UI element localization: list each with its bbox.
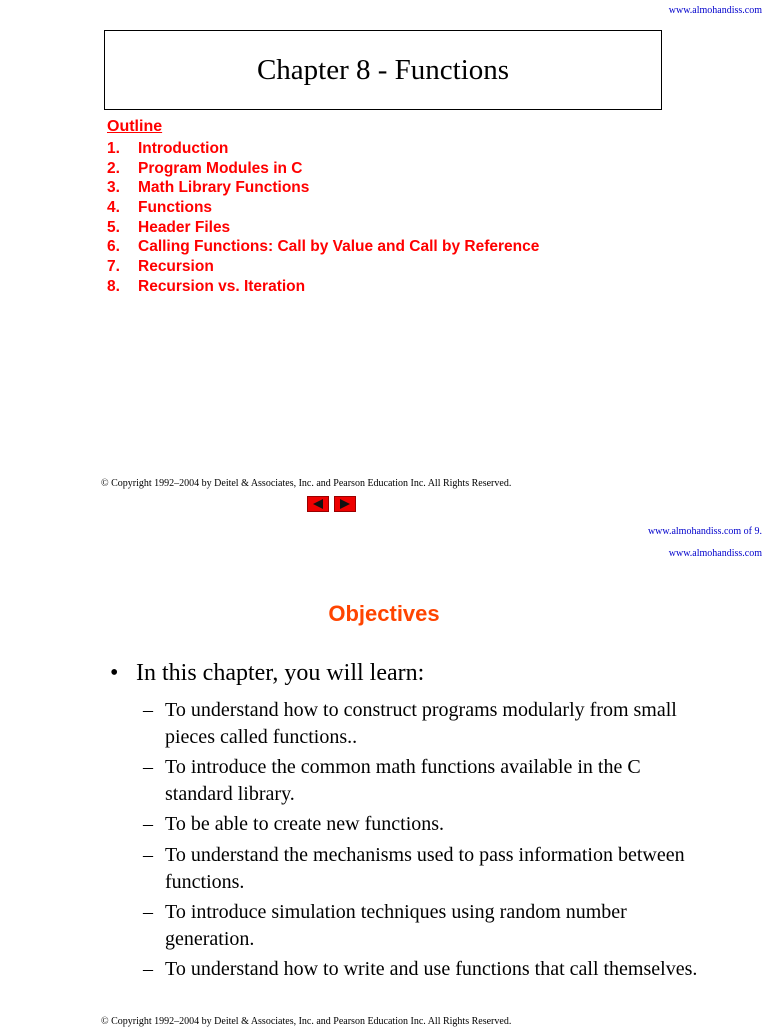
objective-text: To understand how to write and use functions that call themselves. <box>165 958 698 980</box>
dash-marker: – <box>143 958 153 980</box>
outline-item-label: Recursion <box>138 258 214 276</box>
objective-text: To be able to create new functions. <box>165 813 445 835</box>
bullet-text: In this chapter, you will learn: <box>136 660 425 686</box>
objective-text: To introduce the common math functions available in the C standard library. <box>165 756 641 805</box>
outline-item-number: 4. <box>107 199 120 217</box>
outline-heading: Outline <box>107 118 163 135</box>
triangle-left-icon <box>312 499 324 509</box>
outline-item-number: 8. <box>107 277 120 295</box>
objective-subitem <box>143 754 703 808</box>
objective-subitem <box>143 697 703 751</box>
outline-item-label: Recursion vs. Iteration <box>138 277 306 295</box>
dash-marker: – <box>143 813 153 835</box>
dash-marker: – <box>143 844 153 866</box>
copyright-notice-bottom: © Copyright 1992–2004 by Deitel & Associates, Inc. and Pearson Education Inc. All Rights Reserved. <box>101 1016 512 1027</box>
dash-marker: – <box>143 699 153 721</box>
outline-item-label: Functions <box>138 199 213 217</box>
outline-item-label: Header Files <box>138 218 231 236</box>
objective-subitem <box>143 956 703 983</box>
dash-marker: – <box>143 756 153 778</box>
objective-subitem <box>143 899 703 953</box>
outline-item-number: 7. <box>107 258 120 276</box>
outline-item-label: Program Modules in C <box>138 159 303 177</box>
outline-item <box>107 237 539 257</box>
outline-item <box>107 139 539 159</box>
page-counter-link[interactable]: www.almohandiss.com of 9. <box>647 526 762 537</box>
outline-item-number: 1. <box>107 140 120 157</box>
triangle-right-icon <box>339 499 351 509</box>
slide-title-box <box>104 30 662 110</box>
next-slide-button[interactable] <box>334 496 356 512</box>
outline-item-label: Calling Functions: Call by Value and Call by Reference <box>138 238 540 256</box>
bullet-marker: • <box>110 660 119 686</box>
outline-list <box>107 139 539 297</box>
bullet-item <box>110 660 424 687</box>
objective-subitem <box>143 842 703 896</box>
copyright-notice: © Copyright 1992–2004 by Deitel & Associates, Inc. and Pearson Education Inc. All Rights Reserved. <box>101 478 512 489</box>
outline-item <box>107 257 539 277</box>
outline-item-number: 6. <box>107 238 120 256</box>
outline-item <box>107 218 539 238</box>
site-link-mid[interactable]: www.almohandiss.com <box>668 548 762 559</box>
slide-title: Chapter 8 - Functions <box>256 53 510 86</box>
previous-slide-button[interactable] <box>307 496 329 512</box>
outline-item-number: 5. <box>107 218 120 236</box>
objective-text: To understand how to construct programs modularly from small pieces called functions.. <box>165 699 677 748</box>
objectives-title: Objectives <box>328 601 440 626</box>
site-link-top[interactable]: www.almohandiss.com <box>668 5 762 16</box>
outline-item-number: 3. <box>107 179 120 197</box>
outline-item-number: 2. <box>107 159 120 177</box>
outline-item <box>107 159 539 179</box>
objective-text: To introduce simulation techniques using random number generation. <box>165 901 627 950</box>
objective-text: To understand the mechanisms used to pass information between functions. <box>165 844 685 893</box>
outline-item <box>107 198 539 218</box>
outline-item-label: Introduction <box>138 140 229 157</box>
outline-item <box>107 178 539 198</box>
outline-item-label: Math Library Functions <box>138 179 310 197</box>
dash-marker: – <box>143 901 153 923</box>
outline-item <box>107 277 539 297</box>
objective-subitem <box>143 811 703 838</box>
